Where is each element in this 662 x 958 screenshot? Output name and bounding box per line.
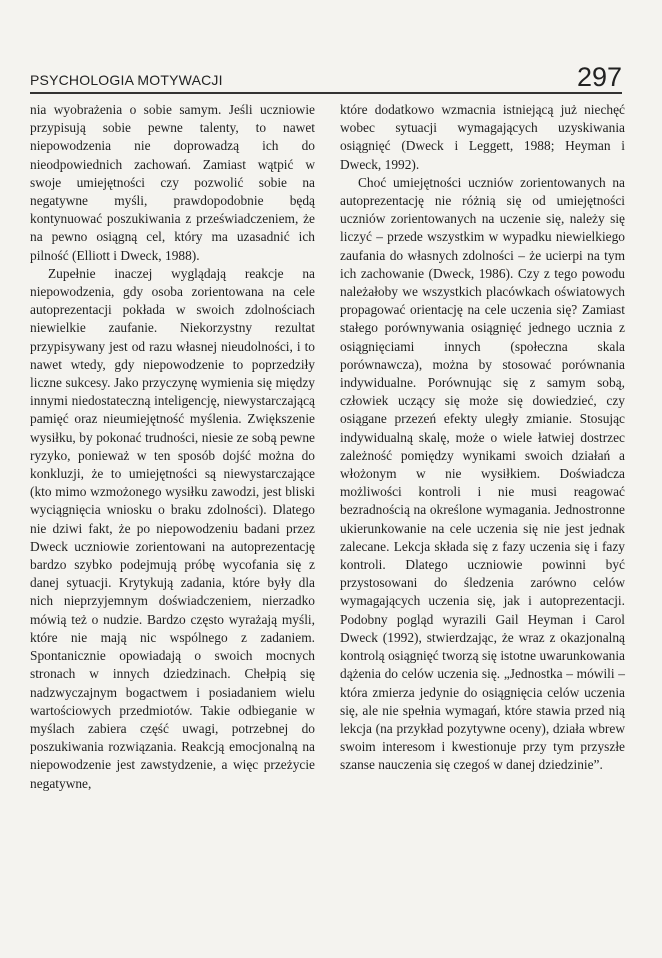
page-header	[30, 62, 622, 92]
paragraph: Choć umiejętności uczniów zorientowanych na autoprezentację nie różnią się od umiejętności uczniów zorientowanych na uczenie się, należy się liczyć – przede wszystkim w wypadku niewielkiego zaufania do własnych zdolności – że ucierpi na tym ich zachowanie (Dweck, 1986). Czy z tego powodu należałoby we wszystkich placówkach oświatowych propagować orientację na cele uczenia się? Zamiast stałego porównywania osiągnięć jednego ucznia z osiągnięciami innych (społeczna skala porównawcza), można by stosować porównania indywidualne. Porównując się z samym sobą, człowiek uczący się może się dowiedzieć, czy osiągane przezeń efekty uległy zmianie. Stosując indywidualną skalę, może o wiele łatwiej dostrzec zależność pomiędzy wynikami swoich działań a włożonym w nie wysiłkiem. Doświadcza możliwości kontroli i nie musi reagować bezradnością na określone wymagania. Jednostronne ukierunkowanie na cele uczenia się nie jest jednak zalecane. Lekcja składa się z fazy uczenia się i fazy kontroli. Dlatego uczniowie powinni być przystosowani do śledzenia zarówno celów wymagających uczenia się, jak i autoprezentacji. Podobny pogląd wyrazili Gail Heyman i Carol Dweck (1992), stwierdzając, że wraz z okazjonalną kontrolą osiągnięć tworzą się istotne uwarunkowania dążenia do celów uczenia się. „Jednostka – mówili – która zmierza jedynie do osiągnięcia celów uczenia się, ale nie spełnia wymagań, które stawia przed nią lekcja (na przykład pozytywne oceny), działa wbrew swoim interesom i kwestionuje przy tym przyszłe szanse nauczenia się czegoś w danej dziedzinie”.	[340, 174, 625, 773]
paragraph: Zupełnie inaczej wyglądają reakcje na niepowodzenia, gdy osoba zorientowana na cele autoprezentacji pokłada w swoich zdolnościach niewielkie zaufanie. Niekorzystny rezultat przypisywany jest od razu własnej nieudolności, i to nawet wtedy, gdy niepowodzenie to poprzedziły liczne sukcesy. Jako przyczynę wymienia się między innymi niedostateczną inteligencję, niewystarczającą pamięć oraz nieumiejętność myślenia. Zwiększenie wysiłku, by pokonać trudności, niesie ze sobą pewne ryzyko, ponieważ w ten sposób dojść można do konkluzji, że to umiejętności są niewystarczające (kto mimo wzmożonego wysiłku zawodzi, jest bliski wyciągnięcia wniosku o braku zdolności). Dlatego nie dziwi fakt, że po niepowodzeniu badani przez Dweck uczniowie zorientowani na autoprezentację bardzo szybko podejmują próbę wycofania się z danej sytuacji. Krytykują zadania, które były dla nich nieprzyjemnym doświadczeniem, nierzadko mówią też o nudzie. Bardzo często wyrażają myśli, które nie mają nic wspólnego z zadaniem. Spontanicznie opowiadają o swoich mocnych stronach w innych dziedzinach. Chełpią się nadzwyczajnym bogactwem i posiadaniem wielu wartościowych przedmiotów. Takie odbieganie w myślach zabiera część uwagi, potrzebnej do poszukiwania rozwiązania. Reakcją emocjonalną na niepowodzenie jest zawstydzenie, a więc przeżycie negatywne,	[30, 265, 315, 791]
right-column	[340, 101, 625, 901]
left-column	[30, 101, 315, 901]
text-columns	[30, 101, 625, 901]
running-title: PSYCHOLOGIA MOTYWACJI	[30, 72, 223, 88]
paragraph: które dodatkowo wzmacnia istniejącą już niechęć wobec sytuacji wymagających uzyskiwania osiągnięć (Dweck i Leggett, 1988; Heyman i Dweck, 1992).	[340, 102, 625, 172]
paragraph: nia wyobrażenia o sobie samym. Jeśli uczniowie przypisują sobie pewne talenty, to nawet niepowodzenia nie doprowadzą ich do nieodpowiednich zachowań. Zamiast wątpić w swoje umiejętności czy pozwolić sobie na negatywne myśli, prawdopodobnie będą kontynuować poszukiwania z przeświadczeniem, że na pewno osiągną cel, który ma uzasadnić ich pilność (Elliott i Dweck, 1988).	[30, 102, 315, 263]
page-number: 297	[576, 62, 622, 92]
header-rule	[30, 92, 622, 94]
